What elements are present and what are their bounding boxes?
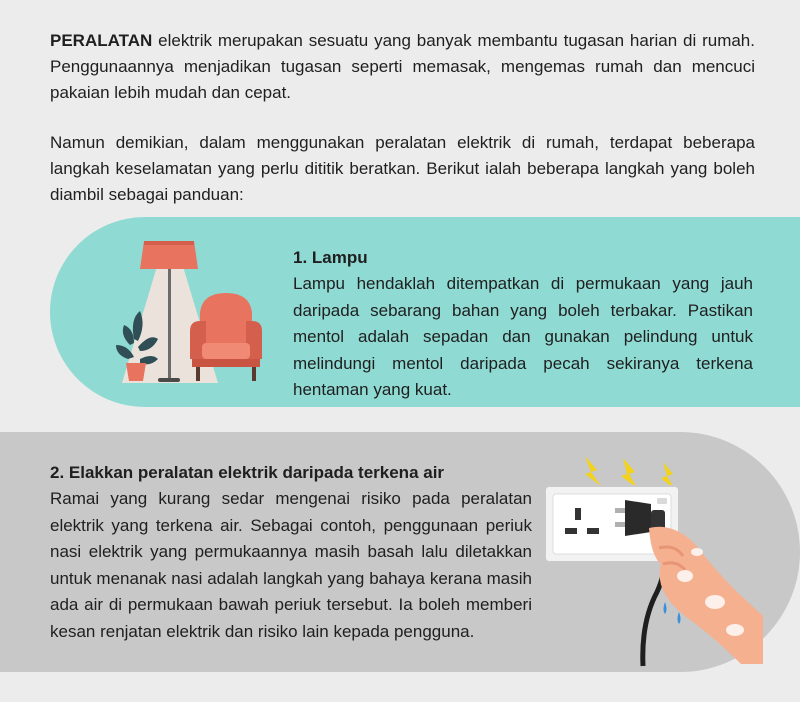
- lamp-section-body: Lampu hendaklah ditempatkan di permukaan yang jauh daripada sebarang bahan yang boleh terbakar. Pastikan mentol adalah sepadan dan gunakan pelindung untuk melindungi mentol daripada pecah sekiranya terkena hentaman yang kuat.: [293, 274, 753, 399]
- lamp-armchair-illustration: [110, 235, 270, 385]
- intro-lead-bold: PERALATAN: [50, 31, 153, 50]
- water-section-text: [50, 460, 532, 645]
- intro-paragraph-1: [50, 28, 755, 106]
- lamp-section-text: [293, 245, 753, 404]
- lamp-section-card: [50, 217, 800, 407]
- intro-lead-rest: elektrik merupakan sesuatu yang banyak membantu tugasan harian di rumah. Penggunaannya menjadikan tugasan seperti memasak, mengemas rumah dan mencuci pakaian lebih mudah dan cepat.: [50, 31, 755, 102]
- water-section-card: [0, 432, 800, 672]
- water-section-title: 2. Elakkan peralatan elektrik daripada terkena air: [50, 463, 445, 482]
- wet-hand-plug-illustration: [545, 452, 765, 672]
- water-section-body: Ramai yang kurang sedar mengenai risiko pada peralatan elektrik yang terkena air. Sebagai contoh, penggunaan periuk nasi elektrik yang permukaannya masih basah lalu diletakkan untuk menanak nasi adalah langkah yang bahaya kerana masih ada air di permukaan bawah periuk tersebut. Ia boleh memberi kesan renjatan elektrik dan risiko lain kepada pengguna.: [50, 489, 532, 641]
- intro-text: [50, 28, 755, 232]
- lamp-section-title: 1. Lampu: [293, 248, 368, 267]
- intro-paragraph-2: Namun demikian, dalam menggunakan peralatan elektrik di rumah, terdapat beberapa langkah keselamatan yang perlu dititik beratkan. Berikut ialah beberapa langkah yang boleh diambil sebagai panduan:: [50, 133, 755, 204]
